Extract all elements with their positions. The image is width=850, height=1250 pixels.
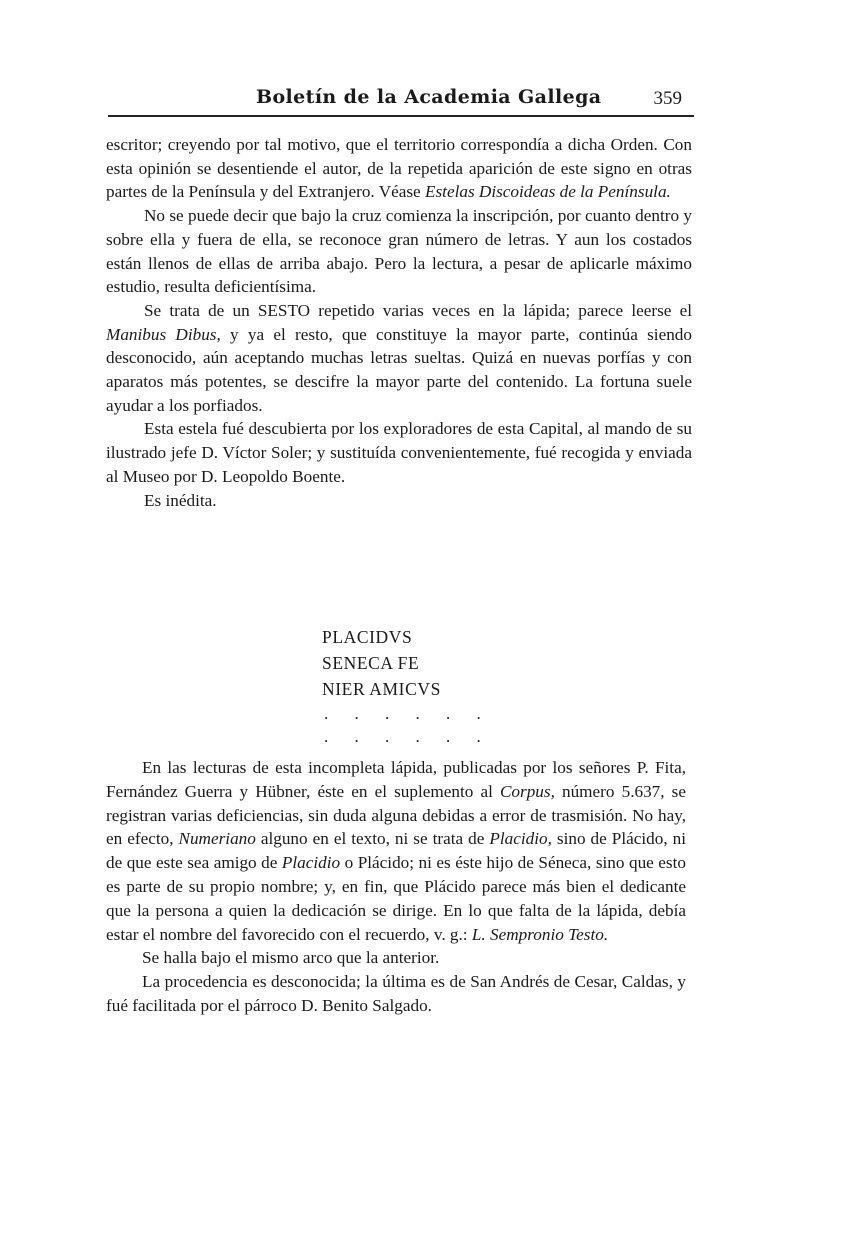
text-run: escritor; creyendo por tal motivo, que el territorio correspondía a dicha Orden. Con esta opinión se desentiende el autor, de la repetida aparición de este signo en otras partes de la Península y del Extranjero. Véase bbox=[106, 135, 692, 202]
text-run: Se halla bajo el mismo arco que la anterior. bbox=[142, 948, 440, 968]
text-run: Se trata de un SESTO repetido varias veces en la lápida; parece leerse el bbox=[144, 300, 692, 320]
body-text-top bbox=[106, 133, 692, 512]
body-text-bottom bbox=[106, 756, 686, 1018]
text-run: sino de Plácido, ni de que este sea amigo de bbox=[106, 829, 686, 873]
header-rule bbox=[108, 115, 694, 117]
paragraph bbox=[106, 756, 686, 946]
paragraph bbox=[106, 417, 692, 488]
text-run: No se puede decir que bajo la cruz comienza la inscripción, por cuanto dentro y sobre ella y fuera de ella, se reconoce gran número de letras. Y aun los costados están llenos de ellas de arriba abajo. Pero la lectura, a pesar de aplicarle máximo estudio, resulta deficientísima. bbox=[106, 206, 692, 297]
italic-text: Placidio bbox=[281, 853, 341, 873]
paragraph bbox=[106, 970, 686, 1018]
text-run: y ya el resto, que constituye la mayor parte, continúa siendo desconocido, aún aceptando muchas letras sueltas. Quizá en nuevas porfías y con aparatos más potentes, se descifre la mayor parte del contenido. La fortuna suele ayudar a los porfiados. bbox=[106, 324, 692, 415]
inscription-line: SENECA FE bbox=[322, 653, 420, 673]
text-run: número 5.637, se registran varias deficiencias, sin duda alguna debidas a error de trasmisión. No hay, en efecto, bbox=[106, 781, 686, 849]
text-run: Esta estela fué descubierta por los exploradores de esta Capital, al mando de su ilustrado jefe D. Víctor Soler; y sustituída convenientemente, fué recogida y enviada al Museo por D. Leopoldo Boente. bbox=[106, 419, 692, 486]
inscription-block bbox=[322, 624, 492, 748]
text-run: o Plácido; ni es éste hijo de Séneca, sino que esto es parte de su propio nombre; y, en fin, que Plácido parece más bien el dedicante que la persona a quien la dedicación se dirige. En lo que falta de la lápida, debía estar el nombre del favorecido con el recuerdo, v. g.: bbox=[106, 853, 686, 944]
paragraph bbox=[106, 946, 686, 970]
text-run: En las lecturas de esta incompleta lápida, publicadas por los señores P. Fita, Fernández Guerra y Hübner, éste en el suplemento al bbox=[106, 758, 686, 801]
paragraph bbox=[106, 204, 692, 299]
italic-text: Numeriano bbox=[178, 829, 256, 849]
journal-title: Boletín de la Academia Gallega bbox=[256, 86, 602, 108]
running-header bbox=[108, 78, 694, 118]
inscription-lacuna-dots: . . . . . . bbox=[324, 704, 492, 723]
italic-text: L. Sempronio Testo. bbox=[471, 924, 609, 944]
italic-text: Manibus Dibus, bbox=[106, 324, 221, 344]
inscription-lacuna-dots: . . . . . . bbox=[324, 727, 492, 746]
page-number: 359 bbox=[653, 88, 682, 109]
italic-text: Placidio, bbox=[489, 829, 552, 849]
paragraph bbox=[106, 133, 692, 204]
paragraph bbox=[106, 299, 692, 418]
italic-text: Corpus, bbox=[499, 781, 555, 801]
text-run: Es inédita. bbox=[144, 490, 217, 510]
text-run: alguno en el texto, ni se trata de bbox=[255, 829, 490, 849]
text-run: La procedencia es desconocida; la última es de San Andrés de Cesar, Caldas, y fué facilitada por el párroco D. Benito Salgado. bbox=[106, 972, 686, 1015]
inscription-line: NIER AMICVS bbox=[322, 679, 441, 699]
paragraph bbox=[106, 489, 692, 513]
inscription-line: PLACIDVS bbox=[322, 627, 413, 647]
italic-text: Estelas Discoideas de la Península. bbox=[424, 182, 671, 202]
